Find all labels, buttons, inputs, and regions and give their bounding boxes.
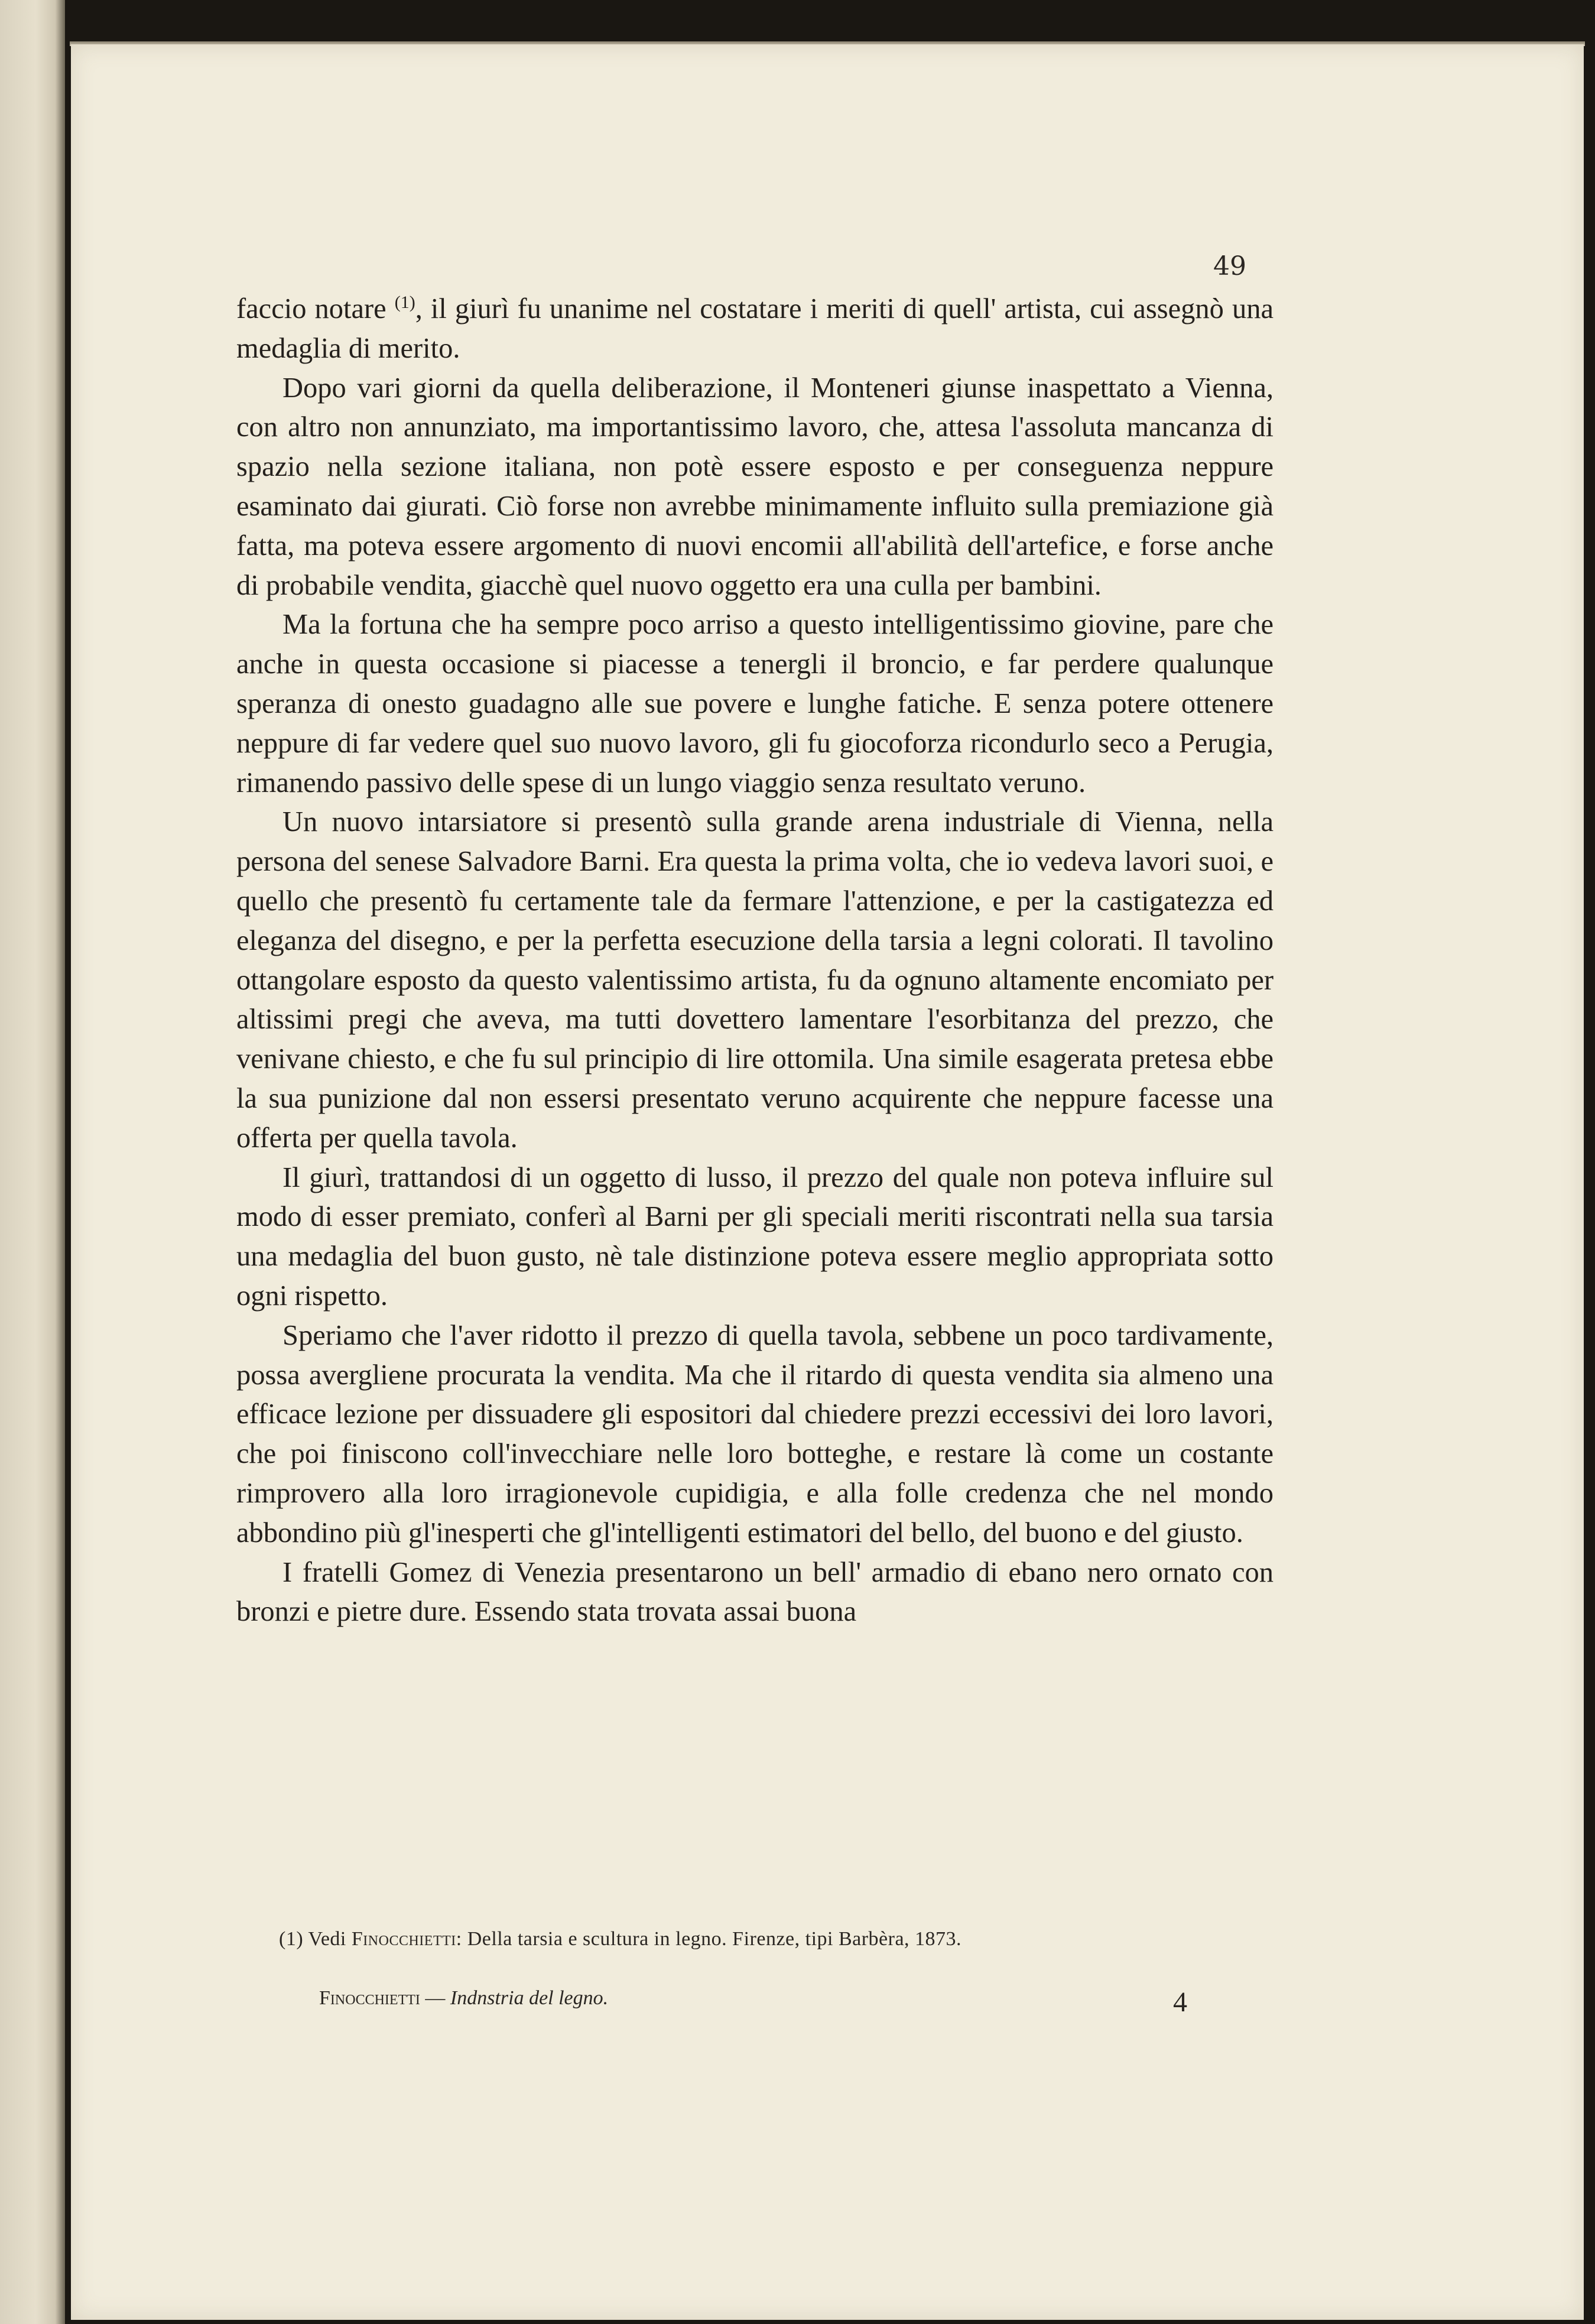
footer-dash: — [425, 1987, 446, 2009]
paragraph-6: Speriamo che l'aver ridotto il prezzo di quella tavola, sebbene un poco tardivamente, possa avergliene procurata la vendita. Ma che il ritardo di questa vendita sia almeno una efficace lezione per dissuadere gli espositori dal chiedere prezzi eccessivi dei loro lavori, che poi finiscono coll'invecchiare nelle loro botteghe, e restare là come un costante rimprovero alla loro irragionevole cupidigia, e alla folle credenza che nel mondo abbondino più gl'inesperti che gl'intelligenti estimatori del bello, del buono e del giusto. [236, 1319, 1274, 1549]
footnote-marker: (1) [279, 1928, 304, 1950]
paragraph-7: I fratelli Gomez di Venezia presentarono un bell' armadio di ebano nero ornato con bronzi e pietre dure. Essendo stata trovata assai buona [236, 1556, 1274, 1628]
paragraph-2: Dopo vari giorni da quella deliberazione, il Monteneri giunse inaspettato a Vienna, con altro non annunziato, ma importantissimo lavoro, che, attesa l'assoluta mancanza di spazio nella sezione italiana, non potè essere esposto e per conseguenza neppure esaminato dai giurati. Ciò forse non avrebbe minimamente influito sulla premiazione già fatta, ma poteva essere argomento di nuovi encomii all'abilità dell'artefice, e forse anche di probabile vendita, giacchè quel nuovo oggetto era una culla per bambini. [236, 372, 1274, 601]
running-footer [319, 1987, 608, 2010]
footnote-text: : Della tarsia e scultura in legno. Firenze, tipi Barbèra, 1873. [456, 1928, 962, 1950]
paragraph-3: Ma la fortuna che ha sempre poco arriso a questo intelligentissimo giovine, pare che anche in questa occasione si piacesse a tenergli il broncio, e far perdere qualunque speranza di onesto guadagno alle sue povere e lunghe fatiche. E senza potere ottenere neppure di far vedere quel suo nuovo lavoro, gli fu giocoforza ricondurlo seco a Perugia, rimanendo passivo delle spese di un lungo viaggio senza resultato veruno. [236, 609, 1274, 799]
footnote-pre: Vedi [308, 1928, 346, 1950]
paragraph-5: Il giurì, trattandosi di un oggetto di lusso, il prezzo del quale non poteva influire sul modo di esser premiato, conferì al Barni per gli speciali meriti riscontrati nella sua tarsia una medaglia del buon gusto, nè tale distinzione poteva essere meglio appropriata sotto ogni rispetto. [236, 1161, 1274, 1312]
footer-author: Finocchietti [319, 1987, 420, 2009]
paragraph-4: Un nuovo intarsiatore si presentò sulla grande arena industriale di Vienna, nella persona del senese Salvadore Barni. Era questa la prima volta, che io vedeva lavori suoi, e quello che presentò fu certamente tale da fermare l'attenzione, e per la castigatezza ed eleganza del disegno, e per la perfetta esecuzione della tarsia a legni colorati. Il tavolino ottangolare esposto da questo valentissimo artista, fu da ognuno altamente encomiato per altissimi pregi che aveva, ma tutti dovettero lamentare l'esorbitanza del prezzo, che venivane chiesto, e che fu sul principio di lire ottomila. Una simile esagerata pretesa ebbe la sua punizione dal non essersi presentato veruno acquirente che neppure facesse una offerta per quella tavola. [236, 806, 1274, 1154]
footnote-reference: (1) [394, 292, 415, 312]
footnote [279, 1928, 961, 1950]
paragraph-1 [236, 290, 1274, 369]
paragraph-1-lead: faccio notare [236, 293, 395, 324]
footer-title: Indnstria del legno. [450, 1987, 609, 2009]
footnote-author: Finocchietti [351, 1928, 456, 1950]
previous-page-edge [0, 0, 65, 2324]
body-text [236, 290, 1274, 1632]
signature-mark: 4 [1173, 1987, 1187, 2018]
page-number: 49 [1213, 251, 1246, 281]
paragraph-1-text: , il giurì fu unanime nel costatare i meriti di quell' artista, cui assegnò una medaglia di merito. [236, 293, 1274, 364]
